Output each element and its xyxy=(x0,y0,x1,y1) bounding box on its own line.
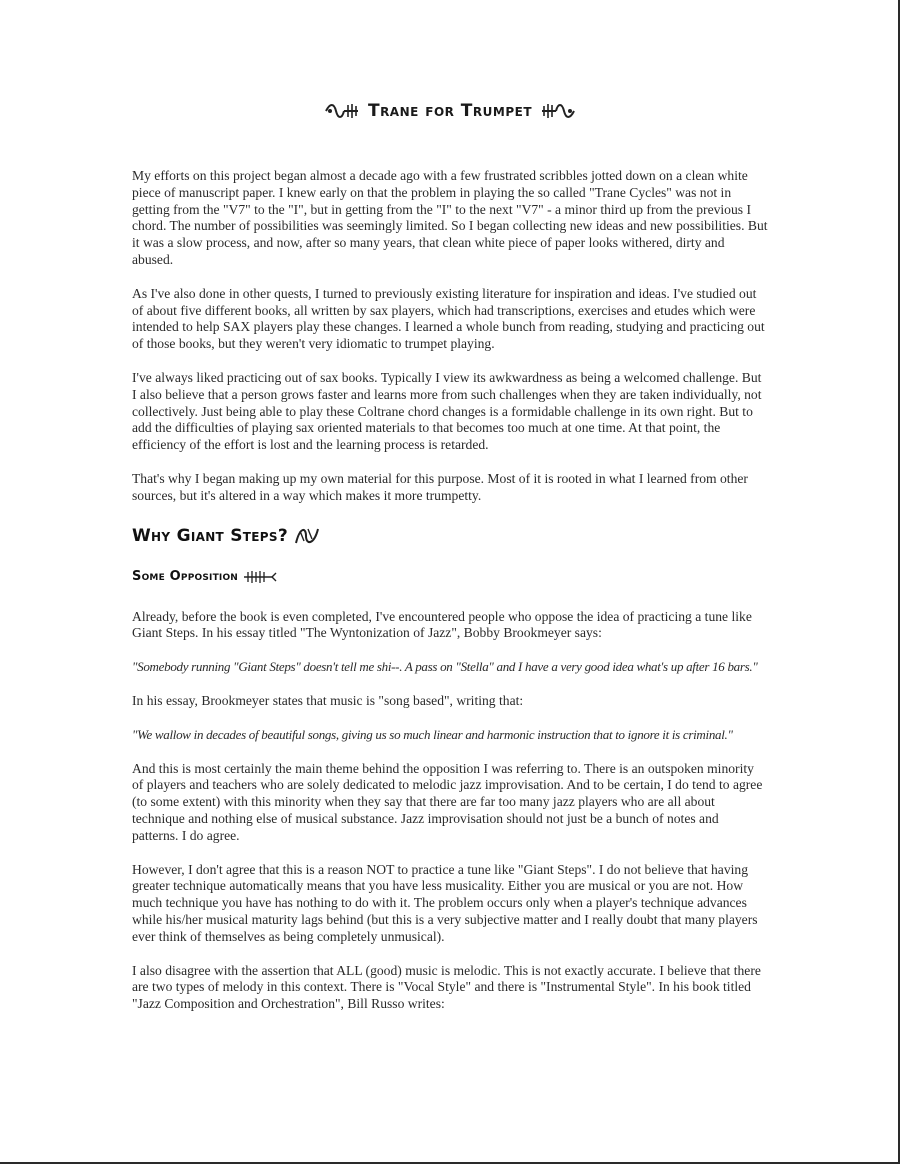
page-content xyxy=(132,94,768,1030)
page-title xyxy=(132,94,768,128)
scroll-ornament-icon xyxy=(540,100,576,122)
section-heading xyxy=(132,523,768,549)
subsection-heading xyxy=(132,567,768,587)
flourish-icon xyxy=(242,569,278,585)
section-heading-text: Why Giant Steps? xyxy=(132,525,288,546)
intro-paragraph-4: That's why I began making up my own material for this purpose. Most of it is rooted in what I learned from other sources, but it's altered in a way which makes it more trumpetty. xyxy=(132,470,748,503)
body-paragraph-5: I also disagree with the assertion that ALL (good) music is melodic. This is not exactly accurate. I believe that there are two types of melody in this context. There is "Vocal Style" and there is "Instrumental Style". In his book titled "Jazz Composition and Orchestration", Bill Russo writes: xyxy=(132,962,761,1012)
intro-paragraph-3: I've always liked practicing out of sax books. Typically I view its awkwardness as being a welcomed challenge. But I also believe that a person grows faster and learns more from such challenges when they are taken individually, not collectively. Just being able to play these Coltrane chord changes is a formidable challenge in its own right. But to add the difficulties of playing sax oriented materials to that becomes too much at one time. At that point, the efficiency of the effort is lost and the learning process is retarded. xyxy=(132,369,762,453)
flourish-icon xyxy=(294,525,320,547)
quote-1: "Somebody running "Giant Steps" doesn't tell me shi--. A pass on "Stella" and I have a very good idea what's up after 16 bars." xyxy=(132,659,758,675)
body-paragraph-2: In his essay, Brookmeyer states that music is "song based", writing that: xyxy=(132,692,524,708)
body-paragraph-3: And this is most certainly the main theme behind the opposition I was referring to. There is an outspoken minority of players and teachers who are solely dedicated to melodic jazz improvisation. And to be certain, I do tend to agree (to some extent) with this minority when they say that there are far too many jazz players who are all about technique and nothing else of musical substance. Jazz improvisation should not just be a bunch of notes and patterns. I do agree. xyxy=(132,760,763,843)
body-paragraph-4: However, I don't agree that this is a reason NOT to practice a tune like "Giant Steps". I do not believe that having greater technique automatically means that you have less musicality. Either you are musical or you are not. How much technique you have has nothing to do with it. The problem occurs only when a player's technique advances while his/her musical maturity lags behind (but this is a very subjective matter and I really doubt that many players ever think of themselves as being completely unmusical). xyxy=(132,861,758,944)
body-paragraph-1: Already, before the book is even completed, I've encountered people who oppose the idea of practicing a tune like Giant Steps. In his essay titled "The Wyntonization of Jazz", Bobby Brookmeyer says: xyxy=(132,608,752,641)
scroll-ornament-icon xyxy=(324,100,360,122)
intro-paragraph-2: As I've also done in other quests, I turned to previously existing literature for inspiration and ideas. I've studied out of about five different books, all written by sax players, which had transcriptions, exercises and etudes which were intended to help SAX players play these changes. I learned a whole bunch from reading, studying and practicing out of those books, but they weren't very idiomatic to trumpet playing. xyxy=(132,285,765,352)
intro-paragraph-1: My efforts on this project began almost a decade ago with a few frustrated scribbles jotted down on a clean white piece of manuscript paper. I knew early on that the problem in playing the so called "Trane Cycles" was not in getting from the "V7" to the "I", but in getting from the "I" to the next "V7" - a minor third up from the previous I chord. The number of possibilities was seemingly limited. So I began collecting new ideas and new possibilities. But it was a slow process, and now, after so many years, that clean white piece of paper looks withered, dirty and abused. xyxy=(132,168,768,267)
quote-2: "We wallow in decades of beautiful songs, giving us so much linear and harmonic instruction that to ignore it is criminal." xyxy=(132,726,733,742)
subsection-heading-text: Some Opposition xyxy=(132,569,239,585)
title-text: Trane for Trumpet xyxy=(367,101,533,121)
